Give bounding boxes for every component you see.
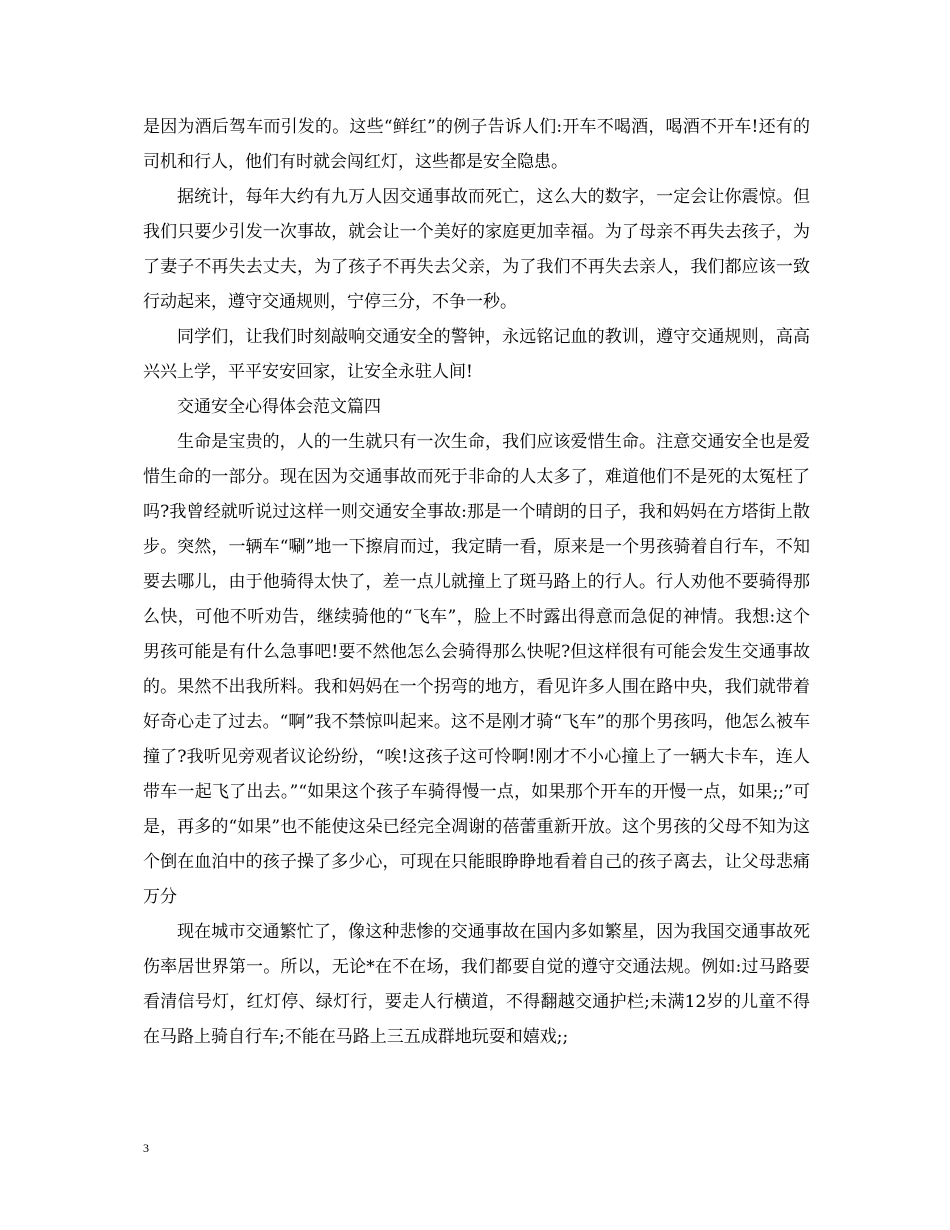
paragraph-rules: 现在城市交通繁忙了，像这种悲惨的交通事故在国内多如繁星，因为我国交通事故死伤率居世界第一。所以，无论*在不在场，我们都要自觉的遵守交通法规。例如:过马路要看清信号灯，红灯停、绿灯行，要走人行横道，不得翻越交通护栏;未满12岁的儿童不得在马路上骑自行车;不能在马路上三五成群地玩耍和嬉戏;;	[143, 922, 810, 1047]
paragraph-story: 生命是宝贵的，人的一生就只有一次生命，我们应该爱惜生命。注意交通安全也是爱惜生命的一部分。现在因为交通事故而死于非命的人太多了，难道他们不是死的太冤枉了吗?我曾经就听说过这样一则交通安全事故:那是一个晴朗的日子，我和妈妈在方塔街上散步。突然，一辆车“唰”地一下擦肩而过，我定睛一看，原来是一个男孩骑着自行车，不知要去哪儿，由于他骑得太快了，差一点儿就撞上了斑马路上的行人。行人劝他不要骑得那么快，可他不听劝告，继续骑他的“飞车”，脸上不时露出得意而急促的神情。我想:这个男孩可能是有什么急事吧!要不然他怎么会骑得那么快呢?但这样很有可能会发生交通事故的。果然不出我所料。我和妈妈在一个拐弯的地方，看见许多人围在路中央，我们就带着好奇心走了过去。“啊”我不禁惊叫起来。这不是刚才骑“飞车”的那个男孩吗，他怎么被车撞了?我听见旁观者议论纷纷，“唉!这孩子这可怜啊!刚才不小心撞上了一辆大卡车，连人带车一起飞了出去。”“如果这个孩子车骑得慢一点，如果那个开车的开慢一点，如果;;”可是，再多的“如果”也不能使这朵已经完全凋谢的蓓蕾重新开放。这个男孩的父母不知为这个倒在血泊中的孩子操了多少心，可现在只能眼睁睁地看着自己的孩子离去，让父母悲痛万分	[143, 432, 810, 907]
page-number: 3	[143, 1141, 149, 1155]
paragraph-statistics: 据统计，每年大约有九万人因交通事故而死亡，这么大的数字，一定会让你震惊。但我们只要少引发一次事故，就会让一个美好的家庭更加幸福。为了母亲不再失去孩子，为了妻子不再失去丈夫，为了孩子不再失去父亲，为了我们不再失去亲人，我们都应该一致行动起来，遵守交通规则，宁停三分，不争一秒。	[143, 187, 810, 312]
paragraph-appeal: 同学们，让我们时刻敲响交通安全的警钟，永远铭记血的教训，遵守交通规则，高高兴兴上学，平平安安回家，让安全永驻人间!	[143, 327, 810, 382]
section-heading: 交通安全心得体会范文篇四	[177, 397, 381, 417]
document-body	[143, 110, 810, 1055]
paragraph-continuation: 是因为酒后驾车而引发的。这些“鲜红”的例子告诉人们:开车不喝酒，喝酒不开车!还有的司机和行人，他们有时就会闯红灯，这些都是安全隐患。	[143, 117, 810, 172]
